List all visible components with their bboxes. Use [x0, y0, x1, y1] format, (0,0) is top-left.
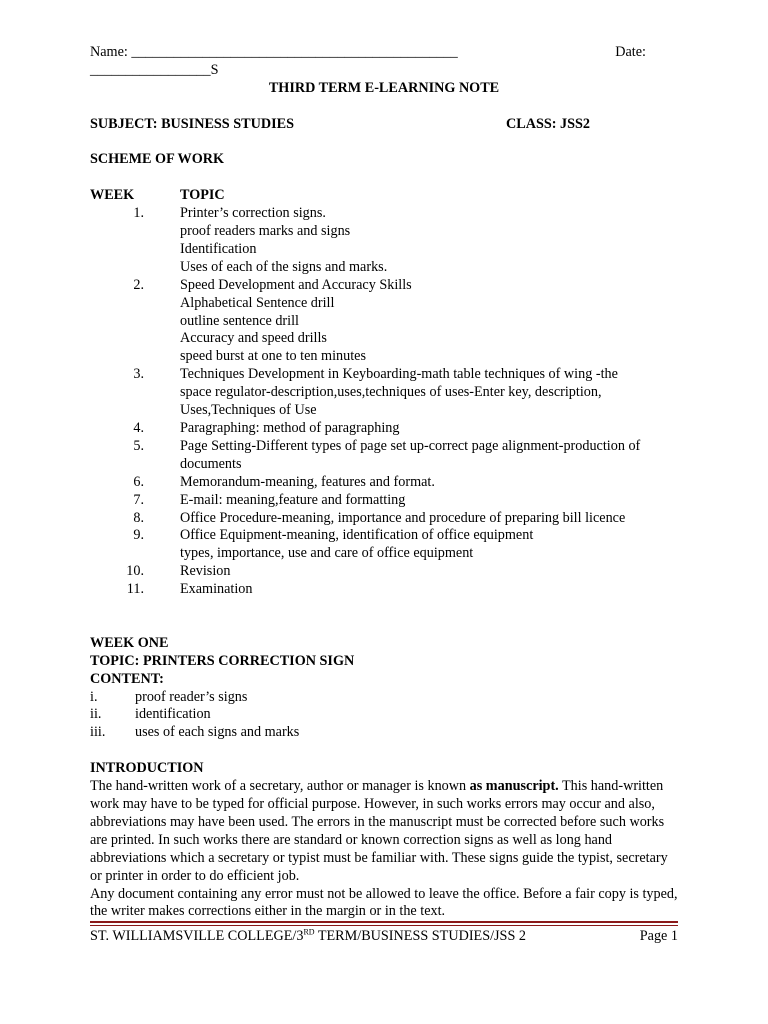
- scheme-week-row: [90, 277, 678, 367]
- week-topic-line: Memorandum-meaning, features and format.: [180, 473, 435, 490]
- week-number: 1.: [133, 205, 144, 222]
- week-topic-line: outline sentence drill: [180, 312, 299, 329]
- content-item-text: identification: [135, 706, 211, 723]
- scheme-header-row: [90, 187, 678, 205]
- week-topic: [180, 366, 678, 420]
- week-topic-line: Revision: [180, 563, 231, 580]
- scheme-week-row: [90, 527, 678, 563]
- week-topic-line: Accuracy and speed drills: [180, 330, 327, 347]
- content-item-numeral: ii.: [90, 706, 102, 723]
- week-topic: [180, 420, 678, 438]
- footer-school-text: [90, 928, 526, 945]
- week-one-heading: WEEK ONE: [90, 634, 169, 651]
- week-topic-line: Uses of each of the signs and marks.: [180, 258, 388, 275]
- class-label: CLASS: JSS2: [506, 115, 590, 132]
- week-topic: [180, 438, 678, 474]
- scheme-week-list: [90, 205, 678, 599]
- scheme-week-row: [90, 474, 678, 492]
- week-topic: [180, 581, 678, 599]
- content-item: [90, 724, 678, 742]
- week-topic-line: Paragraphing: method of paragraphing: [180, 419, 400, 436]
- week-number: 10.: [126, 563, 144, 580]
- week-topic-line: documents: [180, 455, 242, 472]
- subject-label: SUBJECT: BUSINESS STUDIES: [90, 115, 294, 132]
- scheme-week-row: [90, 420, 678, 438]
- week-topic-line: Examination: [180, 581, 253, 598]
- content-item-numeral: i.: [90, 688, 98, 705]
- week-topic-line: Office Procedure-meaning, importance and procedure of preparing bill licence: [180, 509, 626, 526]
- week-number: 3.: [133, 366, 144, 383]
- introduction-heading: INTRODUCTION: [90, 760, 204, 777]
- week-topic: [180, 474, 678, 492]
- intro-text-b: This hand-written work may have to be typed for official purpose. However, in such works errors may occur and also, abbreviations may have been used. The errors in the manuscript must be corrected before such works are printed. In such works there are standard or known correction signs as well as long hand abbreviations which a secretary or typist must be familiar with. These signs guide the typist, secretary or printer in order to do efficient job.: [90, 778, 668, 884]
- scheme-week-row: [90, 563, 678, 581]
- content-item: [90, 689, 678, 707]
- week-number: 6.: [133, 473, 144, 490]
- week-number: 5.: [133, 437, 144, 454]
- footer-rule: [90, 921, 678, 926]
- week-topic-line: speed burst at one to ten minutes: [180, 348, 366, 365]
- content-list: [90, 689, 678, 743]
- scheme-week-row: [90, 510, 678, 528]
- name-field-label: Name: ______________________________________________: [90, 44, 458, 60]
- scheme-week-row: [90, 366, 678, 420]
- week-number: 2.: [133, 276, 144, 293]
- week-topic-line: E-mail: meaning,feature and formatting: [180, 491, 406, 508]
- footer-superscript: RD: [303, 927, 315, 937]
- scheme-week-row: [90, 581, 678, 599]
- topic-column-header: TOPIC: [180, 187, 225, 204]
- scheme-week-row: [90, 492, 678, 510]
- week-topic-line: Uses,Techniques of Use: [180, 402, 317, 419]
- date-field-label: Date:: [615, 44, 646, 60]
- week-number: 4.: [133, 419, 144, 436]
- document-page: [90, 44, 678, 921]
- scheme-week-row: [90, 438, 678, 474]
- date-field-line: _________________S: [90, 61, 219, 78]
- week-topic-line: Printer’s correction signs.: [180, 205, 326, 222]
- week-topic: [180, 563, 678, 581]
- week-number: 7.: [133, 491, 144, 508]
- week-topic-line: Techniques Development in Keyboarding-math table techniques of wing -the: [180, 366, 618, 383]
- content-item-text: uses of each signs and marks: [135, 724, 300, 741]
- week-topic-line: Identification: [180, 240, 257, 257]
- week-topic: [180, 527, 678, 563]
- document-title: THIRD TERM E-LEARNING NOTE: [268, 79, 500, 96]
- week-one-topic: TOPIC: PRINTERS CORRECTION SIGN: [90, 652, 355, 669]
- introduction-paragraph-1: [90, 778, 678, 885]
- content-item: [90, 706, 678, 724]
- page-footer: [90, 928, 678, 945]
- content-item-numeral: iii.: [90, 724, 106, 741]
- footer-text-a: ST. WILLIAMSVILLE COLLEGE/3: [90, 928, 304, 944]
- week-topic-line: space regulator-description,uses,techniques of uses-Enter key, description,: [180, 384, 602, 401]
- week-column-header: WEEK: [90, 187, 135, 204]
- week-topic-line: Office Equipment-meaning, identification of office equipment: [180, 527, 534, 544]
- week-number: 8.: [133, 509, 144, 526]
- week-number: 9.: [133, 527, 144, 544]
- name-date-line: [90, 44, 678, 62]
- footer-text-b: TERM/BUSINESS STUDIES/JSS 2: [314, 928, 526, 944]
- introduction-paragraph-2: Any document containing any error must not be allowed to leave the office. Before a fair copy is typed, the writer makes corrections either in the margin or in the text.: [90, 885, 678, 920]
- week-topic-line: types, importance, use and care of office equipment: [180, 545, 474, 562]
- week-topic-line: proof readers marks and signs: [180, 223, 351, 240]
- subject-class-line: [90, 116, 678, 134]
- week-topic-line: Page Setting-Different types of page set up-correct page alignment-production of: [180, 437, 641, 454]
- week-topic: [180, 205, 678, 277]
- page-number: Page 1: [639, 928, 678, 944]
- week-topic-line: Speed Development and Accuracy Skills: [180, 276, 412, 293]
- content-label: CONTENT:: [90, 670, 164, 687]
- intro-bold-term: as manuscript.: [469, 778, 559, 795]
- week-topic: [180, 277, 678, 367]
- week-topic: [180, 492, 678, 510]
- scheme-week-row: [90, 205, 678, 277]
- intro-text-a: The hand-written work of a secretary, author or manager is known: [90, 778, 470, 795]
- week-topic: [180, 510, 678, 528]
- content-item-text: proof reader’s signs: [135, 688, 248, 705]
- scheme-heading: SCHEME OF WORK: [90, 151, 225, 168]
- week-number: 11.: [126, 581, 144, 598]
- week-topic-line: Alphabetical Sentence drill: [180, 294, 335, 311]
